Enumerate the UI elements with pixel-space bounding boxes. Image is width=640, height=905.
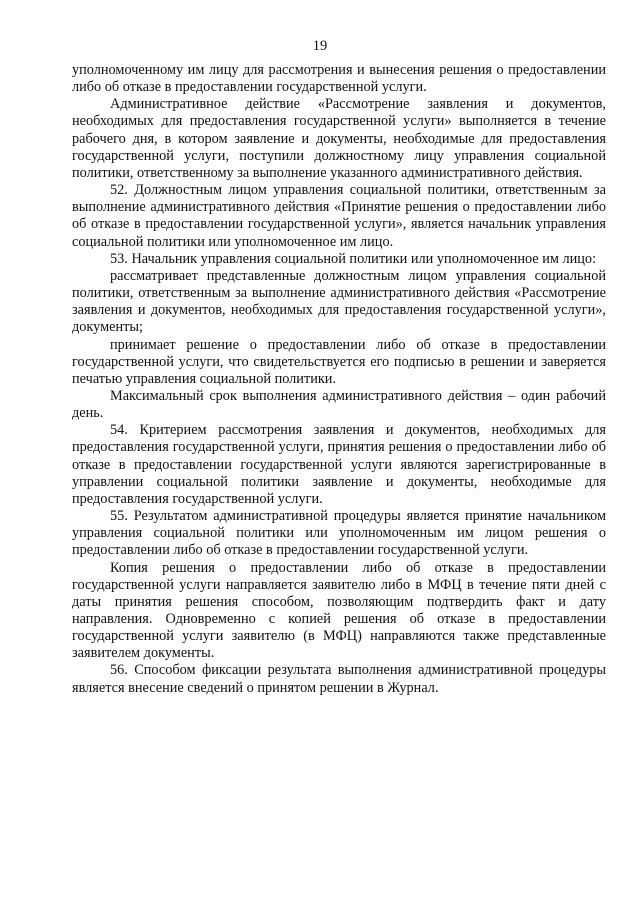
- paragraph-item-53-decides: принимает решение о предоставлении либо об отказе в предоставлении государственной услуги, что свидетельствуется его подписью в решении и заверяется печатью управления социальной политики.: [72, 336, 606, 387]
- paragraph-item-56: 56. Способом фиксации результата выполнения административной процедуры является внесение сведений о принятом решении в Журнал.: [72, 662, 606, 696]
- paragraph-item-52: 52. Должностным лицом управления социальной политики, ответственным за выполнение административного действия «Принятие решения о предоставлении либо об отказе в предоставлении государственной услуги», является начальник управления социальной политики или уполномоченное им лицо.: [72, 182, 606, 250]
- paragraph-max-term: Максимальный срок выполнения административного действия – один рабочий день.: [72, 387, 606, 422]
- paragraph-review-deadline: Административное действие «Рассмотрение заявления и документов, необходимых для предоставления государственной услуги» выполняется в течение рабочего дня, в котором заявление и документы, необходимые для предоставления государственной услуги, поступили должностному лицу управления социальной политики, ответственному за выполнение указанного административного действия.: [72, 96, 606, 181]
- paragraph-item-55: 55. Результатом административной процедуры является принятие начальником управления социальной политики или уполномоченным им лицом решения о предоставлении либо об отказе в предоставлении государственной услуги.: [72, 508, 606, 559]
- paragraph-item-53-reviews: рассматривает представленные должностным лицом управления социальной политики, ответственным за выполнение административного действия «Рассмотрение заявления и документов, необходимых для предоставления государственной услуги», документы;: [72, 267, 606, 336]
- paragraph-decision-copy: Копия решения о предоставлении либо об отказе в предоставлении государственной услуги направляется заявителю либо в МФЦ в течение пяти дней с даты принятия решения способом, позволяющим подтвердить факт и дату направления. Одновременно с копией решения об отказе в предоставлении государственной услуги заявителю (в МФЦ) направляются также представленные заявителем документы.: [72, 559, 606, 662]
- document-body: [72, 62, 606, 697]
- page-number: 19: [312, 38, 328, 54]
- paragraph-item-54: 54. Критерием рассмотрения заявления и документов, необходимых для предоставления государственной услуги, принятия решения о предоставлении либо об отказе в предоставлении государственной услуги являются зарегистрированные в управлении социальной политики заявление и документы, необходимые для предоставления государственной услуги.: [72, 422, 606, 507]
- paragraph-item-53: 53. Начальник управления социальной политики или уполномоченное им лицо:: [110, 250, 597, 267]
- paragraph-continuation: уполномоченному им лицу для рассмотрения и вынесения решения о предоставлении либо об отказе в предоставлении государственной услуги.: [72, 62, 606, 96]
